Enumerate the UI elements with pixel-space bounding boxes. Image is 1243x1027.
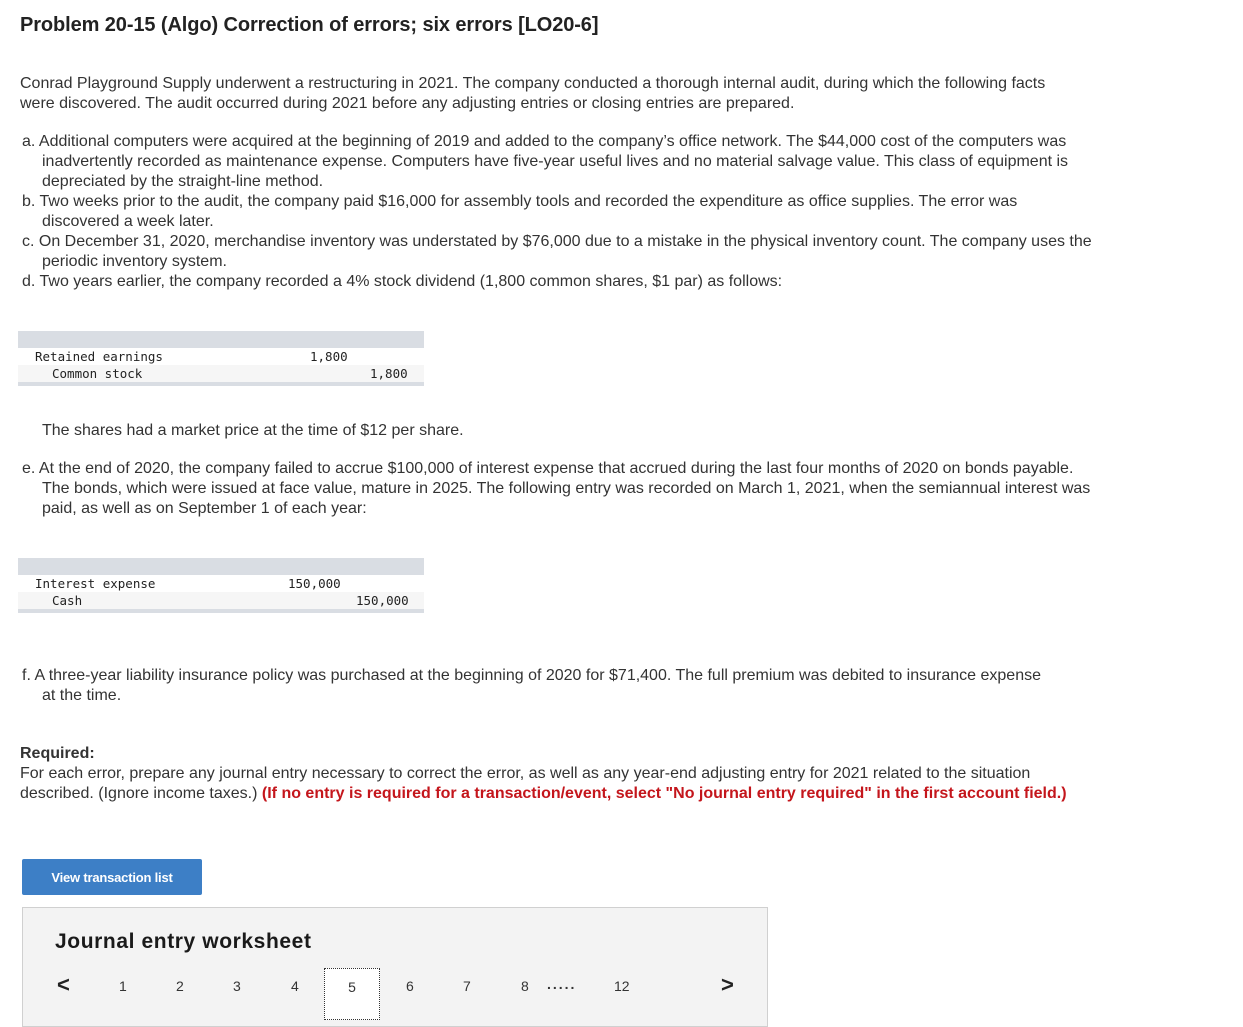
page-6[interactable]: 6 — [406, 978, 414, 994]
credit-account: Cash — [52, 593, 83, 608]
view-transaction-list-button[interactable]: View transaction list — [22, 859, 202, 895]
debit-account: Retained earnings — [35, 349, 163, 364]
table-footer-bar — [18, 609, 424, 613]
page-7[interactable]: 7 — [463, 978, 471, 994]
journal-entry-worksheet — [22, 907, 768, 1027]
problem-title: Problem 20-15 (Algo) Correction of errors; six errors [LO20-6] — [20, 14, 599, 36]
item-a: a. Additional computers were acquired at the beginning of 2019 and added to the company’s office network. The $44,000 cost of the computers was inadvertently recorded as maintenance expense. Computers have five-year useful lives and no material salvage value. This class of equipment is depreciated by the straight-line method. — [22, 133, 1069, 190]
interest-entry-table — [18, 558, 424, 613]
pagination-ellipsis: ..... — [547, 976, 577, 992]
page-4[interactable]: 4 — [291, 978, 299, 994]
page-5-active[interactable]: 5 — [324, 968, 380, 1020]
table-row — [18, 592, 424, 609]
table-header-bar — [18, 331, 424, 348]
item-d: d. Two years earlier, the company recorded a 4% stock dividend (1,800 common shares, $1 par) as follows: — [22, 273, 783, 290]
table-row — [18, 575, 424, 592]
item-c: c. On December 31, 2020, merchandise inventory was understated by $76,000 due to a mistake in the physical inventory count. The company uses the periodic inventory system. — [22, 233, 1092, 270]
debit-amount: 150,000 — [288, 576, 341, 591]
worksheet-title: Journal entry worksheet — [55, 930, 312, 953]
table-header-bar — [18, 558, 424, 575]
page-1[interactable]: 1 — [119, 978, 127, 994]
required-section — [20, 744, 1080, 804]
page-8[interactable]: 8 — [521, 978, 529, 994]
worksheet-pager — [23, 968, 769, 1008]
required-heading: Required: — [20, 745, 95, 762]
table-row — [18, 348, 424, 365]
item-f: f. A three-year liability insurance policy was purchased at the beginning of 2020 for $71,400. The full premium was debited to insurance expense at the time. — [22, 667, 1041, 704]
intro-paragraph: Conrad Playground Supply underwent a restructuring in 2021. The company conducted a thorough internal audit, during which the following facts were discovered. The audit occurred during 2021 before any adjusting entries or closing entries are prepared. — [20, 75, 1046, 112]
table-row — [18, 365, 424, 382]
page-2[interactable]: 2 — [176, 978, 184, 994]
required-text: For each error, prepare any journal entry necessary to correct the error, as well as any year-end adjusting entry for 2021 related to the situation described. (Ignore income taxes.) — [20, 765, 1031, 802]
debit-account: Interest expense — [35, 576, 156, 591]
credit-amount: 150,000 — [356, 593, 409, 608]
table-footer-bar — [18, 382, 424, 386]
debit-amount: 1,800 — [310, 349, 348, 364]
credit-amount: 1,800 — [370, 366, 408, 381]
required-instruction: (If no entry is required for a transaction/event, select "No journal entry required" in the first account field.) — [261, 785, 1067, 802]
item-e: e. At the end of 2020, the company failed to accrue $100,000 of interest expense that accrued during the last four months of 2020 on bonds payable. The bonds, which were issued at face value, mature in 2025. The following entry was recorded on March 1, 2021, when the semiannual interest was paid, as well as on September 1 of each year: — [22, 460, 1091, 517]
page-12[interactable]: 12 — [614, 978, 630, 994]
stock-dividend-entry-table — [18, 331, 424, 386]
chevron-right-icon[interactable]: > — [721, 972, 734, 997]
item-b: b. Two weeks prior to the audit, the company paid $16,000 for assembly tools and recorded the expenditure as office supplies. The error was discovered a week later. — [22, 193, 1018, 230]
page-3[interactable]: 3 — [233, 978, 241, 994]
chevron-left-icon[interactable]: < — [57, 972, 70, 997]
item-d-note: The shares had a market price at the time of $12 per share. — [42, 422, 464, 439]
credit-account: Common stock — [52, 366, 143, 381]
